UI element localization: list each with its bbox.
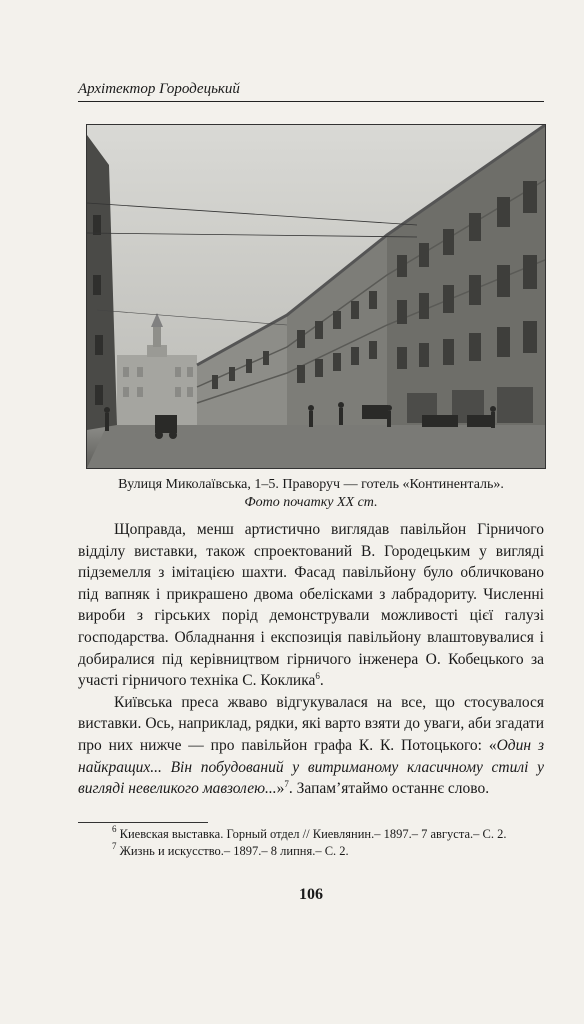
paragraph-text: Щоправда, менш артистично виглядав павільйон Гірничого відділу виставки, також спроектований В. Городецьким у вигляді підземелля з імітацією шахти. Фасад павільйону було обличковано під вапняк і прикрашено двома обелісками з лабрадориту. Численні вироби з гірських порід демонстрували можливості цієї галузі господарства. Обладнання і експозиція павільйону влаштовувалися і добиралися під керівництвом гірничого інженера О. Кобецького за участі гірничого техніка С. Коклика bbox=[78, 521, 544, 690]
paragraph bbox=[78, 519, 544, 692]
photo-credit: Фото початку ХХ ст. bbox=[244, 495, 378, 510]
footnote-ref: 7 bbox=[284, 779, 289, 790]
quotation: Один з найкращих... Він побудований у витриманому класичному стилі у вигляді невеликого мавзолею... bbox=[78, 736, 544, 798]
figure-caption bbox=[78, 476, 544, 512]
footnote-number: 7 bbox=[112, 841, 117, 851]
caption-text: Вулиця Миколаївська, 1–5. Праворуч — готель «Континенталь». bbox=[118, 477, 504, 492]
paragraph-text: Київська преса жваво відгукувалася на все, що стосувалося виставки. Ось, наприклад, рядки, які варто взяти до уваги, аби згадати про них нижче — про павільйон графа К. К. Потоцького: « bbox=[78, 693, 544, 754]
running-head: Архітектор Городецький bbox=[78, 80, 544, 102]
page-number: 106 bbox=[299, 886, 323, 903]
footnote-text: Жизнь и искусство.– 1897.– 8 липня.– С. 2. bbox=[119, 844, 349, 858]
paragraph bbox=[78, 692, 544, 800]
paragraph-text-end: . Запам’ятаймо останнє слово. bbox=[288, 780, 490, 798]
footnotes bbox=[78, 826, 544, 860]
footnote-text: Киевская выставка. Горный отдел // Киевлянин.– 1897.– 7 августа.– С. 2. bbox=[119, 827, 507, 841]
footnote-ref: 6 bbox=[315, 671, 320, 682]
paragraph-text-end: . bbox=[319, 672, 324, 690]
quote-close: » bbox=[276, 780, 285, 798]
street-photo bbox=[86, 124, 546, 469]
footnote bbox=[78, 843, 544, 860]
body-text bbox=[78, 519, 544, 800]
footnote-divider bbox=[78, 822, 208, 823]
footnote bbox=[78, 826, 544, 843]
footnote-number: 6 bbox=[112, 824, 117, 834]
